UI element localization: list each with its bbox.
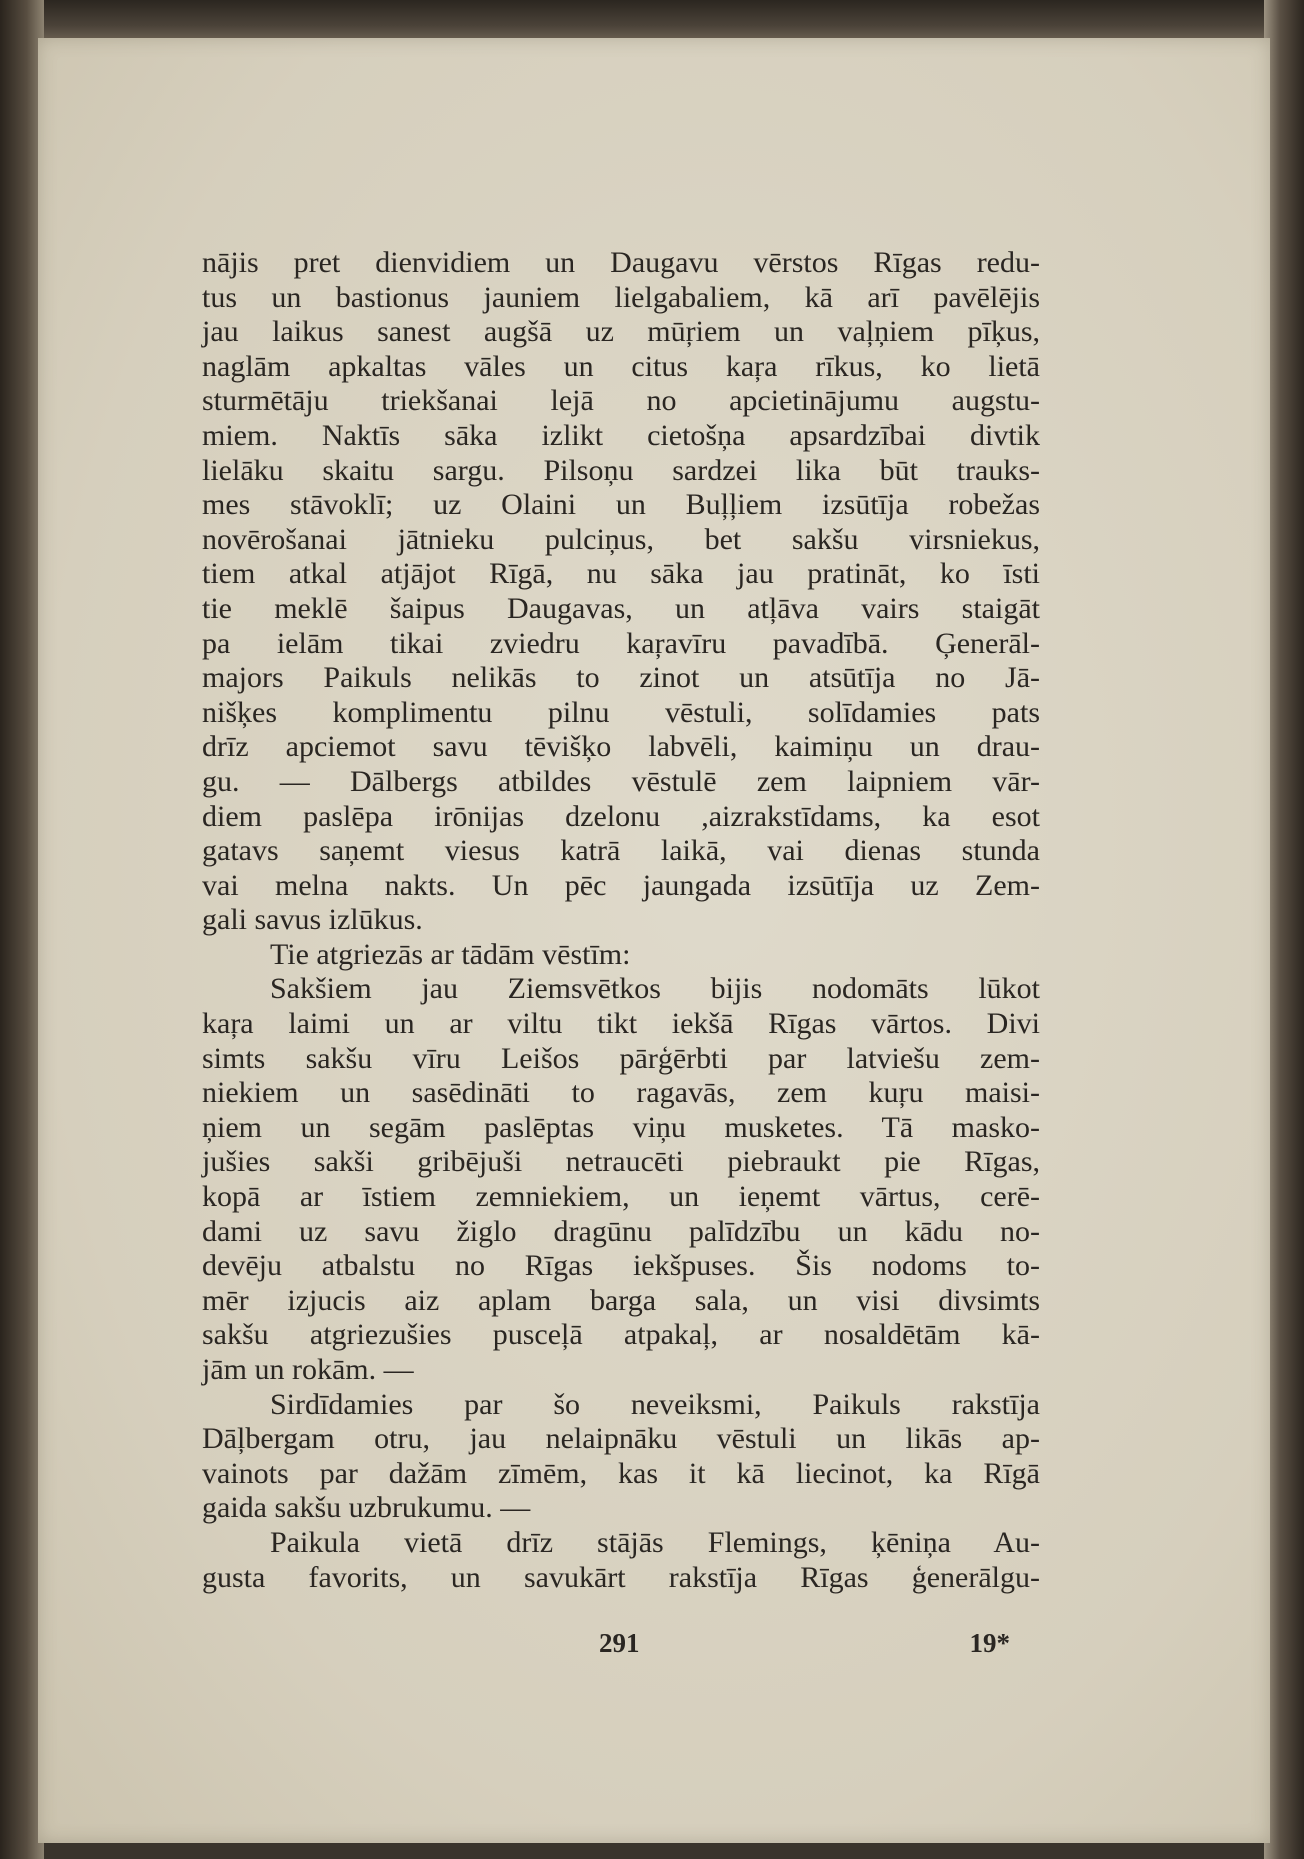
text-line: vainots par dažām zīmēm, kas it kā liecinot, ka Rīgā xyxy=(202,1456,1040,1490)
text-line: gusta favorits, un savukārt rakstīja Rīgas ģenerālgu- xyxy=(202,1560,1040,1594)
text-line: mes stāvoklī; uz Olaini un Buļļiem izsūtīja robežas xyxy=(202,488,1040,522)
text-line: gali savus izlūkus. xyxy=(202,903,423,937)
text-line: miem. Naktīs sāka izlikt cietošņa apsardzībai divtik xyxy=(202,418,1040,452)
text-line: majors Paikuls nelikās to zinot un atsūtīja no Jā- xyxy=(202,661,1040,695)
text-line: tiem atkal atjājot Rīgā, nu sāka jau pratināt, ko īsti xyxy=(202,557,1040,591)
page-number: 291 xyxy=(599,1628,640,1658)
text-line: novērošanai jātnieku pulciņus, bet sakšu virsniekus, xyxy=(202,522,1040,556)
text-line: naglām apkaltas vāles un citus kaŗa rīkus, ko lietā xyxy=(202,349,1040,383)
printer-signature-mark: 19* xyxy=(969,1628,1010,1658)
text-line: Tie atgriezās ar tādām vēstīm: xyxy=(270,937,631,971)
text-line: kaŗa laimi un ar viltu tikt iekšā Rīgas vārtos. Divi xyxy=(202,1007,1040,1041)
text-line: devēju atbalstu no Rīgas iekšpuses. Šis nodoms to- xyxy=(202,1249,1040,1283)
text-line: mēr izjucis aiz aplam barga sala, un visi divsimts xyxy=(202,1283,1040,1317)
text-line: kopā ar īstiem zemniekiem, un ieņemt vārtus, cerē- xyxy=(202,1180,1040,1214)
text-line: ņiem un segām paslēptas viņu musketes. Tā masko- xyxy=(202,1110,1040,1144)
text-line: jām un rokām. — xyxy=(202,1353,414,1386)
text-line: Sakšiem jau Ziemsvētkos bijis nodomāts lūkot xyxy=(270,972,1040,1006)
text-line: Dāļbergam otru, jau nelaipnāku vēstuli un likās ap- xyxy=(202,1422,1040,1456)
text-line: sakšu atgriezušies pusceļā atpakaļ, ar nosaldētām kā- xyxy=(202,1318,1040,1352)
text-line: tus un bastionus jauniem lielgabaliem, kā arī pavēlējis xyxy=(202,280,1040,314)
text-line: dami uz savu žiglo dragūnu palīdzību un kādu no- xyxy=(202,1214,1040,1248)
text-line: tie meklē šaipus Daugavas, un atļāva vairs staigāt xyxy=(202,591,1040,625)
text-line: vai melna nakts. Un pēc jaungada izsūtīja uz Zem- xyxy=(202,868,1040,902)
text-line: gaida sakšu uzbrukumu. — xyxy=(202,1491,531,1525)
book-spine-top xyxy=(0,0,1304,42)
text-line: gu. — Dālbergs atbildes vēstulē zem laipniem vār- xyxy=(202,764,1040,798)
book-right-edge xyxy=(1264,0,1304,1859)
text-line: Sirdīdamies par šo neveiksmi, Paikuls rakstīja xyxy=(270,1387,1040,1421)
text-line: nišķes komplimentu pilnu vēstuli, solīdamies pats xyxy=(202,695,1040,729)
text-line: sturmētāju triekšanai lejā no apcietinājumu augstu- xyxy=(202,384,1040,418)
page-body-text xyxy=(202,246,1040,1595)
text-line: pa ielām tikai zviedru kaŗavīru pavadībā. Ģenerāl- xyxy=(202,626,1040,660)
text-line: gatavs saņemt viesus katrā laikā, vai dienas stunda xyxy=(202,834,1040,868)
text-line: diem paslēpa irōnijas dzelonu ,aizrakstīdams, ka esot xyxy=(202,799,1040,833)
text-line: jau laikus sanest augšā uz mūŗiem un vaļņiem pīķus, xyxy=(202,315,1040,349)
text-line: simts sakšu vīru Leišos pārģērbti par latviešu zem- xyxy=(202,1041,1040,1075)
text-line: lielāku skaitu sargu. Pilsoņu sardzei lika būt trauks- xyxy=(202,453,1040,487)
text-line: nājis pret dienvidiem un Daugavu vērstos Rīgas redu- xyxy=(202,246,1040,279)
text-line: drīz apciemot savu tēvišķo labvēli, kaimiņu un drau- xyxy=(202,730,1040,764)
page-footer xyxy=(202,1628,1040,1664)
text-line: niekiem un sasēdināti to ragavās, zem kuŗu maisi- xyxy=(202,1076,1040,1110)
text-line: Paikula vietā drīz stājās Flemings, ķēniņa Au- xyxy=(270,1525,1040,1559)
text-line: jušies sakši gribējuši netraucēti piebraukt pie Rīgas, xyxy=(202,1145,1040,1179)
